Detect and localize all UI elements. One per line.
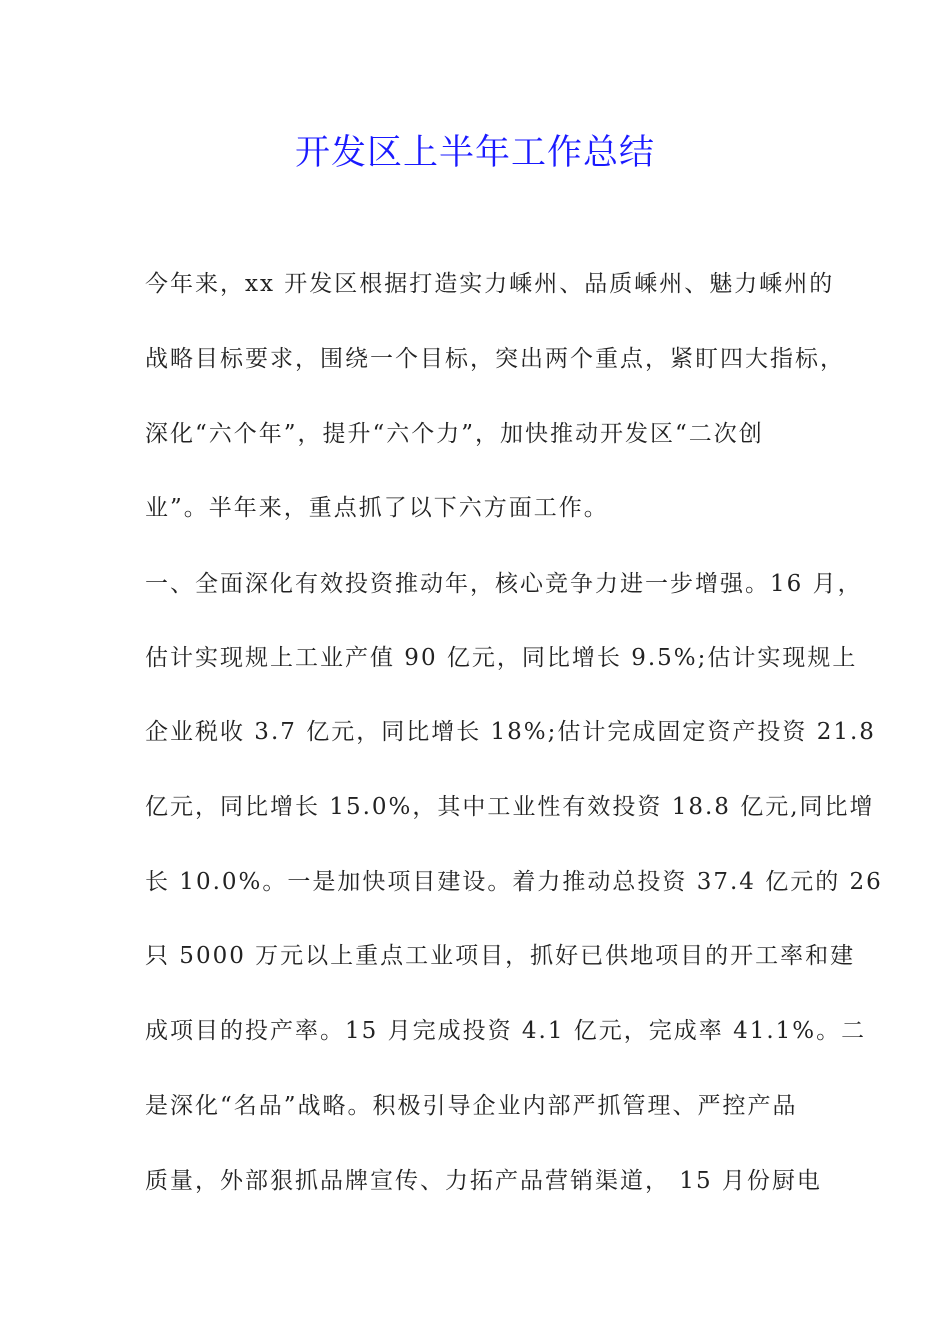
body-text-line: 只 5000 万元以上重点工业项目，抓好已供地项目的开工率和建 <box>145 943 856 969</box>
body-text-line: 亿元，同比增长 15.0%，其中工业性有效投资 18.8 亿元,同比增 <box>145 794 875 820</box>
body-text-line: 长 10.0%。一是加快项目建设。着力推动总投资 37.4 亿元的 26 <box>145 869 883 895</box>
body-text-line: 是深化“名品”战略。积极引导企业内部严抓管理、严控产品 <box>145 1093 798 1119</box>
document-title: 开发区上半年工作总结 <box>294 133 655 173</box>
body-text-line: 企业税收 3.7 亿元，同比增长 18%;估计完成固定资产投资 21.8 <box>145 719 876 745</box>
body-text-line: 业”。半年来，重点抓了以下六方面工作。 <box>145 495 609 521</box>
body-text-line: 一、全面深化有效投资推动年，核心竞争力进一步增强。16 月， <box>145 571 863 597</box>
body-text-line: 深化“六个年”，提升“六个力”，加快推动开发区“二次创 <box>145 421 764 447</box>
body-text-line: 今年来，xx 开发区根据打造实力嵊州、品质嵊州、魅力嵊州的 <box>145 271 835 297</box>
body-text-line: 战略目标要求，围绕一个目标，突出两个重点，紧盯四大指标， <box>145 346 845 372</box>
body-text-line: 质量，外部狠抓品牌宣传、力拓产品营销渠道， 15 月份厨电 <box>145 1168 822 1194</box>
body-text-line: 估计实现规上工业产值 90 亿元，同比增长 9.5%;估计实现规上 <box>145 645 858 671</box>
body-text-line: 成项目的投产率。15 月完成投资 4.1 亿元，完成率 41.1%。二 <box>145 1018 867 1044</box>
